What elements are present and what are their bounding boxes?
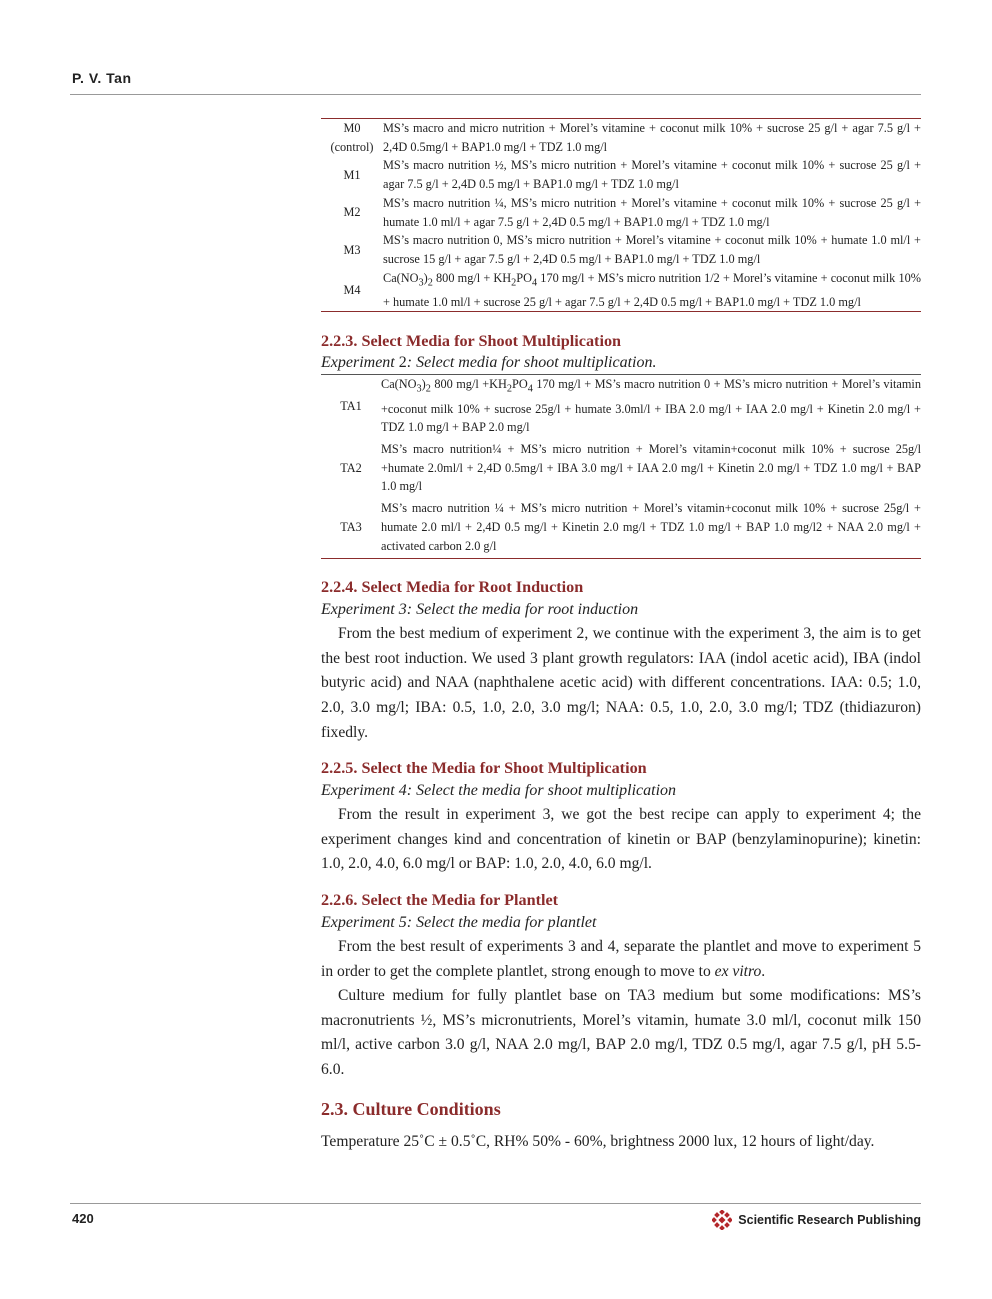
section-heading-2-2-6: 2.2.6. Select the Media for Plantlet xyxy=(321,891,559,910)
page-number: 420 xyxy=(72,1211,94,1226)
table-row xyxy=(321,194,921,231)
page-content xyxy=(321,118,921,1154)
paragraph-plantlet-2: Culture medium for fully plantlet base on TA3 medium but some modifications: MS’s macronutrients ½, MS’s micronutrients, Morel’s vitamin, humate 3.0 ml/l, coconut milk 150 ml/l, active carbon 3.0 g/l, NAA 2.0 mg/l, BAP 2.0 mg/l, TDZ 0.5 mg/l, agar 7.5 g/l, pH 5.5-6.0. xyxy=(321,987,921,1078)
section-heading-2-2-3: 2.2.3. Select Media for Shoot Multiplication xyxy=(321,332,622,351)
experiment-3-caption: Experiment 3: Select the media for root induction xyxy=(321,601,639,619)
row-label: M1 xyxy=(343,167,361,182)
footer-rule xyxy=(70,1203,921,1204)
row-label: TA3 xyxy=(340,519,362,534)
section-heading-2-2-5: 2.2.5. Select the Media for Shoot Multiplication xyxy=(321,759,647,778)
row-label: M4 xyxy=(343,282,361,297)
row-description: MS’s macro nutrition¼ + MS’s micro nutrition + Morel’s vitamin+coconut milk 10% + sucrose 25g/l +humate 2.0ml/l + 2,4D 0.5mg/l + IBA 3.0 mg/l + IAA 2.0 mg/l + Kinetin 2.0 mg/l + TDZ 1.0 mg/l + BAP 1.0 mg/l xyxy=(381,442,921,494)
row-description: MS’s macro and micro nutrition + Morel’s vitamine + coconut milk 10% + sucrose 25 g/l + agar 7.5 g/l + 2,4D 0.5mg/l + BAP1.0 mg/l + TDZ 1.0 mg/l xyxy=(383,121,921,154)
header-rule xyxy=(70,94,921,95)
paragraph-culture-conditions: Temperature 25˚C ± 0.5˚C, RH% 50% - 60%, brightness 2000 lux, 12 hours of light/day. xyxy=(321,1132,875,1150)
publisher-name: Scientific Research Publishing xyxy=(738,1213,921,1227)
row-label: TA2 xyxy=(340,460,362,475)
row-description: MS’s macro nutrition ¼, MS’s micro nutrition + Morel’s vitamine + coconut milk 10% + sucrose 25 g/l + humate 1.0 ml/l + agar 7.5 g/l + 2,4D 0.5 mg/l + BAP1.0 mg/l + TDZ 1.0 mg/l xyxy=(383,195,921,229)
experiment-5-caption: Experiment 5: Select the media for plantlet xyxy=(321,914,597,932)
row-description: $Ca(NO_3)_2$ 800 $mg/l +KH_2PO_4$ 170 mg/l + MS’s macro nutrition 0 + MS’s micro nutrition + Morel’s vitamin +coconut milk 10% + sucrose 25g/l + humate 3.0ml/l + IBA 2.0 mg/l + IAA 2.0 mg/l + Kinetin 2.0 mg/l + TDZ 1.0 mg/l + BAP 2.0 mg/l xyxy=(381,377,921,435)
row-description: MS’s macro nutrition ¼ + MS’s micro nutrition + Morel’s vitamin+coconut milk 10% + sucrose 25g/l + humate 2.0 ml/l + 2,4D 0.5 mg/l + Kinetin 2.0 mg/l + TDZ 1.0 mg/l + BAP 1.0 mg/l2 + NAA 2.0 mg/l + activated carbon 2.0 g/l xyxy=(381,501,921,553)
publisher-logo xyxy=(712,1210,921,1230)
paragraph-plantlet-1: From the best result of experiments 3 and 4, separate the plantlet and move to experiment 5 in order to get the complete plantlet, strong enough to move to ex vitro. xyxy=(321,938,921,980)
table-row xyxy=(321,440,921,499)
experiment-4-caption: Experiment 4: Select the media for shoot multiplication xyxy=(321,782,677,800)
section-heading-2-3: 2.3. Culture Conditions xyxy=(321,1098,501,1119)
publisher-mark-icon xyxy=(712,1210,732,1230)
running-header-author: P. V. Tan xyxy=(72,70,132,86)
row-label: M3 xyxy=(343,242,361,257)
paragraph-shoot-multiplication: From the result in experiment 3, we got the best recipe can apply to experiment 4; the experiment changes kind and concentration of kinetin or BAP (benzylaminopurine); kinetin: 1.0, 2.0, 4.0, 6.0 mg/l or BAP: 1.0, 2.0, 4.0, 6.0 mg/l. xyxy=(321,806,921,873)
media-table-1 xyxy=(321,118,921,312)
table-row xyxy=(321,156,921,193)
row-description: MS’s macro nutrition ½, MS’s micro nutrition + Morel’s vitamine + coconut milk 10% + sucrose 25 g/l + agar 7.5 g/l + 2,4D 0.5 mg/l + BAP1.0 mg/l + TDZ 1.0 mg/l xyxy=(383,158,921,192)
table-row xyxy=(321,499,921,559)
row-label: M0 (control) xyxy=(330,121,374,154)
experiment-2-caption: Experiment 2: Select media for shoot multiplication. xyxy=(321,354,657,372)
paragraph-root-induction: From the best medium of experiment 2, we continue with the experiment 3, the aim is to get the best root induction. We used 3 plant growth regulators: IAA (indol acetic acid), IBA (indol butyric acid) and NAA (naphthalene acetic acid) with different concentrations. IAA: 0.5; 1.0, 2.0, 3.0 mg/l; IBA: 0.5, 1.0, 2.0, 3.0 mg/l; NAA: 0.5, 1.0, 2.0, 3.0 mg/l; TDZ (thidiazuron) fixedly. xyxy=(321,625,921,741)
section-heading-2-2-4: 2.2.4. Select Media for Root Induction xyxy=(321,578,584,597)
table-row xyxy=(321,375,921,440)
row-label: TA1 xyxy=(340,398,362,413)
media-table-2 xyxy=(321,374,921,559)
table-row xyxy=(321,119,921,157)
row-description: MS’s macro nutrition 0, MS’s micro nutrition + Morel’s vitamine + coconut milk 10% + humate 1.0 ml/l + sucrose 15 g/l + agar 7.5 g/l + 2,4D 0.5 mg/l + BAP1.0 mg/l + TDZ 1.0 mg/l xyxy=(383,233,921,266)
table-row xyxy=(321,231,921,268)
row-description: $Ca(NO_3)_2$ 800 $mg/l + KH_2PO_4$ 170 mg/l + MS’s micro nutrition 1/2 + Morel’s vitamine + coconut milk 10% + humate 1.0 ml/l + sucrose 25 g/l + agar 7.5 g/l + 2,4D 0.5 mg/l + BAP1.0 mg/l + TDZ 1.0 mg/l xyxy=(383,270,922,309)
table-row xyxy=(321,269,921,312)
row-label: M2 xyxy=(343,205,361,220)
